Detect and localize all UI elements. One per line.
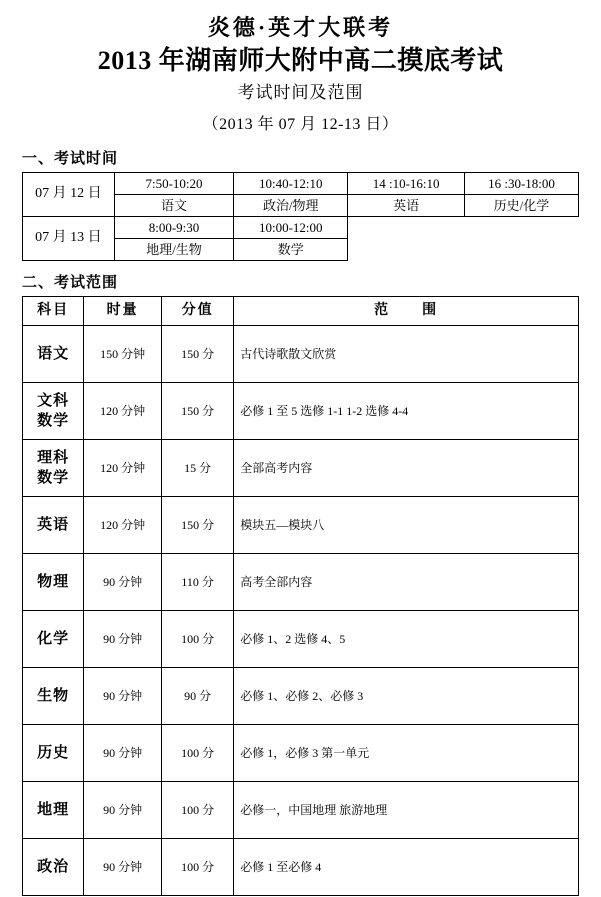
scope-duration: 90 分钟 [84,725,162,782]
table-row [23,440,579,497]
time-slot-subject: 英语 [348,195,465,217]
scope-duration: 120 分钟 [84,440,162,497]
scope-duration: 120 分钟 [84,497,162,554]
scope-range: 必修 1 至必修 4 [234,839,579,896]
table-row [23,217,579,239]
time-slot-subject: 政治/物理 [234,195,348,217]
scope-range: 必修 1，必修 3 第一单元 [234,725,579,782]
column-header-subject: 科目 [23,297,84,326]
column-header-range: 范 围 [234,297,579,326]
scope-range: 必修 1、必修 2、必修 3 [234,668,579,725]
scope-score: 100 分 [161,782,233,839]
scope-subject [23,383,84,440]
scope-score: 150 分 [161,326,233,383]
scope-duration: 90 分钟 [84,839,162,896]
scope-subject: 英语 [23,497,84,554]
scope-subject-line1: 文科 [37,393,70,410]
scope-range: 模块五—模块八 [234,497,579,554]
scope-subject-line2: 数学 [37,413,70,430]
scope-subject: 地理 [23,782,84,839]
time-slot-value: 7:50-10:20 [114,173,234,195]
scope-subject: 政治 [23,839,84,896]
exam-brand: 炎德·英才大联考 [207,15,394,40]
scope-subject: 历史 [23,725,84,782]
time-slot-value: 14 :10-16:10 [348,173,465,195]
table-row [23,326,579,383]
time-slot-subject: 历史/化学 [464,195,578,217]
time-day-label: 07 月 12 日 [23,173,115,217]
table-row [23,668,579,725]
scope-subject-line2: 数学 [37,470,70,487]
scope-score: 15 分 [161,440,233,497]
scope-range: 高考全部内容 [234,554,579,611]
exam-scope-table [22,296,579,896]
scope-score: 90 分 [161,668,233,725]
scope-duration: 90 分钟 [84,668,162,725]
section-heading-scope: 二、考试范围 [22,275,119,292]
exam-time-table [22,172,579,261]
table-row [23,611,579,668]
page-subtitle: 考试时间及范围 [237,83,364,103]
time-slot-subject: 数学 [234,239,348,261]
time-slot-value: 10:00-12:00 [234,217,348,239]
scope-duration: 90 分钟 [84,782,162,839]
scope-score: 110 分 [161,554,233,611]
scope-range: 必修一，中国地理 旅游地理 [234,782,579,839]
table-row [23,782,579,839]
scope-score: 150 分 [161,497,233,554]
scope-score: 100 分 [161,611,233,668]
time-slot-empty [464,217,578,261]
section-heading-time: 一、考试时间 [22,151,119,168]
table-row [23,173,579,195]
scope-score: 100 分 [161,725,233,782]
column-header-score: 分值 [161,297,233,326]
scope-subject: 化学 [23,611,84,668]
time-slot-subject: 地理/生物 [114,239,234,261]
scope-duration: 150 分钟 [84,326,162,383]
scope-subject [23,440,84,497]
table-row [23,554,579,611]
scope-range: 全部高考内容 [234,440,579,497]
time-slot-value: 10:40-12:10 [234,173,348,195]
scope-range: 必修 1、2 选修 4、5 [234,611,579,668]
time-slot-subject: 语文 [114,195,234,217]
scope-subject: 生物 [23,668,84,725]
scope-subject-line1: 理科 [37,450,70,467]
scope-range: 古代诗歌散文欣赏 [234,326,579,383]
scope-subject: 语文 [23,326,84,383]
table-row [23,725,579,782]
table-row [23,839,579,896]
time-day-label: 07 月 13 日 [23,217,115,261]
column-header-duration: 时量 [84,297,162,326]
scope-duration: 90 分钟 [84,554,162,611]
scope-score: 150 分 [161,383,233,440]
table-row [23,383,579,440]
page-title: 2013 年湖南师大附中高二摸底考试 [97,45,504,75]
table-row [23,497,579,554]
scope-subject: 物理 [23,554,84,611]
exam-date-range: （2013 年 07 月 12-13 日） [202,115,399,133]
scope-score: 100 分 [161,839,233,896]
time-slot-value: 8:00-9:30 [114,217,234,239]
scope-range: 必修 1 至 5 选修 1-1 1-2 选修 4-4 [234,383,579,440]
time-slot-value: 16 :30-18:00 [464,173,578,195]
scope-duration: 90 分钟 [84,611,162,668]
time-slot-empty [348,217,465,261]
table-header-row [23,297,579,326]
scope-duration: 120 分钟 [84,383,162,440]
